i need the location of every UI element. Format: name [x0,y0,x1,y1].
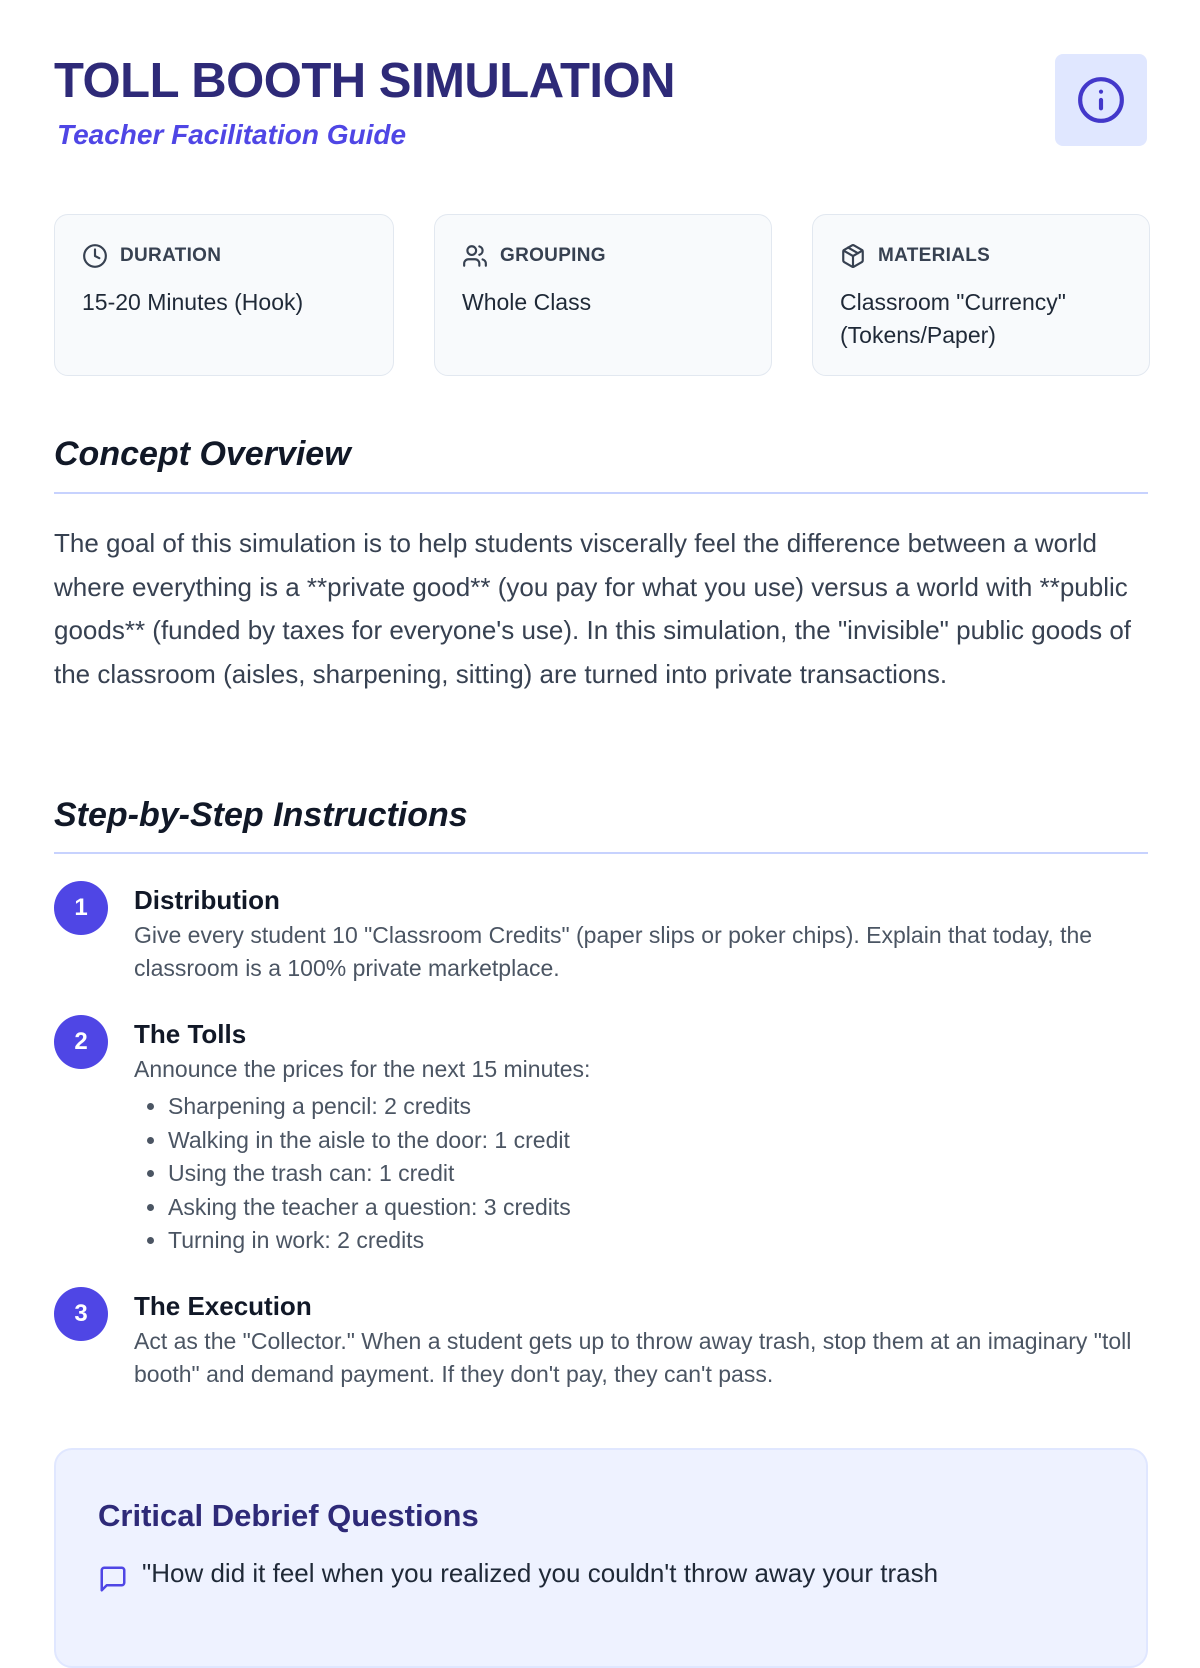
list-item: • Using the trash can: 1 credit [168,1157,1154,1191]
info-button[interactable] [1055,54,1147,146]
materials-label: MATERIALS [878,245,991,266]
box-icon [840,243,866,269]
debrief-panel [54,1448,1148,1668]
step-text: Act as the "Collector." When a student gets up to throw away trash, stop them at an imaginary "toll booth" and demand payment. If they don't pay, they can't pass. [134,1328,1132,1387]
instructions-divider [54,852,1148,854]
page-subtitle: Teacher Facilitation Guide [57,119,407,150]
overview-text: The goal of this simulation is to help students viscerally feel the difference between a world where everything is a **private good** (you pay for what you use) versus a world with **public goods** (funded by taxes for everyone's use). In this simulation, the "invisible" public goods of the classroom (aisles, sharpening, sitting) are turned into private transactions. [54,528,1132,689]
debrief-question-text: "How did it feel when you realized you couldn't throw away your trash [142,1558,939,1588]
users-icon [462,243,488,269]
list-item: • Sharpening a pencil: 2 credits [168,1090,1154,1124]
debrief-title: Critical Debrief Questions [98,1498,479,1533]
materials-card [812,214,1150,376]
message-square-icon [98,1564,128,1594]
list-item: • Asking the teacher a question: 3 credits [168,1191,1154,1225]
list-item: • Turning in work: 2 credits [168,1224,1154,1258]
step-number-badge: 2 [54,1015,108,1069]
page-title: TOLL BOOTH SIMULATION [54,54,676,108]
step-number-badge: 1 [54,881,108,935]
materials-value: Classroom "Currency" (Tokens/Paper) [840,289,1066,348]
overview-heading: Concept Overview [54,435,351,473]
instructions-heading: Step-by-Step Instructions [54,796,468,834]
step-title: The Execution [134,1291,312,1321]
step-title: The Tolls [134,1019,247,1049]
step-number-badge: 3 [54,1287,108,1341]
grouping-label: GROUPING [500,245,606,266]
duration-label: DURATION [120,245,222,266]
duration-value: 15-20 Minutes (Hook) [82,289,304,315]
overview-divider [54,492,1148,494]
step-title: Distribution [134,885,280,915]
step-text: Announce the prices for the next 15 minutes: [134,1056,591,1082]
duration-card [54,214,394,376]
toll-list [134,1090,1154,1258]
grouping-value: Whole Class [462,289,592,315]
step-text: Give every student 10 "Classroom Credits" (paper slips or poker chips). Explain that today, the classroom is a 100% private marketplace. [134,922,1093,981]
grouping-card [434,214,772,376]
list-item: • Walking in the aisle to the door: 1 credit [168,1124,1154,1158]
clock-icon [82,243,108,269]
info-circle-icon [1076,75,1126,125]
debrief-question [98,1556,1098,1594]
